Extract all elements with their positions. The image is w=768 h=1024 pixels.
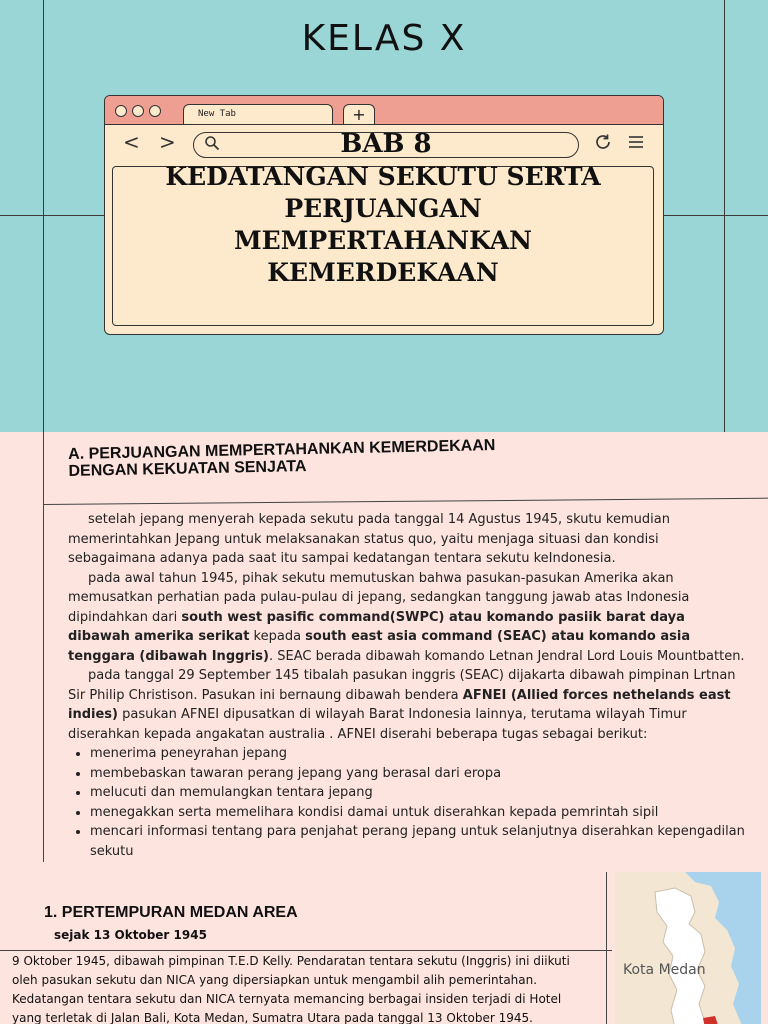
text-span: kepada bbox=[249, 629, 306, 644]
content-section bbox=[0, 432, 768, 1024]
cover-section bbox=[0, 0, 768, 432]
browser-titlebar bbox=[105, 96, 663, 125]
chapter-title-line: PERJUANGAN bbox=[284, 194, 482, 223]
page-title: KELAS X bbox=[301, 18, 467, 59]
divider-line bbox=[606, 872, 607, 1024]
task-list bbox=[68, 744, 748, 861]
subsection-heading: 1. PERTEMPURAN MEDAN AREA bbox=[44, 904, 298, 921]
reload-icon[interactable] bbox=[593, 132, 613, 157]
map-label: Kota Medan bbox=[623, 962, 706, 978]
text-span: pasukan AFNEI dipusatkan di wilayah Barat Indonesia lainnya, terutama wilayah Timur diserahkan kepada angakatan australia . AFNEI diserahi beberapa tugas sebagai berikut: bbox=[68, 707, 687, 742]
divider-line bbox=[724, 0, 725, 432]
paragraph: setelah jepang menyerah kepada sekutu pada tanggal 14 Agustus 1945, skutu kemudian memerintahkan Jepang untuk melaksanakan status quo, yaitu menjaga situasi dan kondisi sebagaimana adanya pada saat itu sampai kedatangan tentara sekutu keIndonesia. bbox=[68, 512, 670, 566]
tab-new-tab[interactable]: New Tab bbox=[183, 104, 333, 124]
paragraph bbox=[68, 569, 748, 667]
list-item: • menegakkan serta memelihara kondisi damai untuk diserahkan kepada pemrintah sipil bbox=[90, 803, 748, 823]
chapter-title-line: KEDATANGAN SEKUTU SERTA bbox=[165, 162, 601, 191]
bold-text: south east asia command (SEAC) atau komando asia tenggara (dibawah Inggris) bbox=[68, 629, 691, 664]
subsection-body: 9 Oktober 1945, dibawah pimpinan T.E.D Kelly. Pendaratan tentara sekutu (Inggris) ini diikuti oleh pasukan sekutu dan NICA yang dipersiapkan untuk mengambil alih pemerintahan. Kedatangan tentara sekutu dan NICA ternyata memancing berbagai insiden terjadi di Hotel yang terletak di Jalan Bali, Kota Medan, Sumatra Utara pada tanggal 13 Oktober 1945. bbox=[12, 954, 570, 1024]
section-heading-line: A. PERJUANGAN MEMPERTAHANKAN KEMERDEKAAN bbox=[68, 437, 496, 463]
text-span: pada tanggal 29 September 145 tibalah pasukan inggris (SEAC) dijakarta dibawah pimpinan Lrtnan Sir Philip Christison. Pasukan ini bernaung dibawah bendera bbox=[68, 668, 736, 703]
divider-line bbox=[43, 432, 44, 862]
chapter-title-line: MEMPERTAHANKAN bbox=[233, 226, 533, 255]
browser-content bbox=[112, 162, 654, 326]
address-bar[interactable] bbox=[193, 129, 579, 159]
text-span: pada awal tahun 1945, pihak sekutu memutuskan bahwa pasukan-pasukan Amerika akan memusatkan perhatian pada pulau-pulau di jepang, sedangkan tanggung jawab atas Indonesia dipindahkan dari bbox=[68, 570, 690, 625]
section-heading bbox=[68, 437, 496, 480]
browser-window bbox=[104, 95, 664, 335]
divider-line bbox=[44, 498, 768, 505]
window-maximize-icon[interactable] bbox=[149, 105, 161, 117]
new-tab-button[interactable]: + bbox=[343, 104, 375, 124]
divider-line bbox=[660, 215, 768, 216]
section-heading-line: DENGAN KEKUATAN SENJATA bbox=[68, 458, 307, 480]
section-body bbox=[68, 510, 748, 861]
chapter-title bbox=[113, 161, 653, 289]
window-close-icon[interactable] bbox=[115, 105, 127, 117]
list-item: • membebaskan tawaran perang jepang yang berasal dari eropa bbox=[90, 764, 748, 784]
divider-line bbox=[0, 950, 612, 951]
list-item: • melucuti dan memulangkan tentara jepang bbox=[90, 783, 748, 803]
back-button[interactable]: < bbox=[123, 130, 140, 154]
paragraph bbox=[68, 666, 748, 744]
menu-icon[interactable] bbox=[627, 132, 645, 156]
chapter-title-line: KEMERDEKAAN bbox=[267, 258, 499, 287]
window-minimize-icon[interactable] bbox=[132, 105, 144, 117]
subsection-date: sejak 13 Oktober 1945 bbox=[54, 928, 207, 942]
text-span: . SEAC berada dibawah komando Letnan Jendral Lord Louis Mountbatten. bbox=[268, 648, 745, 664]
bold-text: AFNEI (Allied forces nethelands east indies) bbox=[68, 687, 731, 722]
divider-line bbox=[43, 0, 44, 432]
forward-button[interactable]: > bbox=[159, 130, 176, 154]
map-graphic bbox=[615, 872, 761, 1024]
list-item: • mencari informasi tentang para penjahat perang jepang untuk selanjutnya diserahkan kepengadilan sekutu bbox=[90, 822, 748, 861]
chapter-label: BAB 8 bbox=[340, 129, 432, 159]
medan-map-image bbox=[615, 872, 761, 1024]
bold-text: south west pasific command(SWPC) atau komando pasiik barat daya dibawah amerika serikat bbox=[68, 609, 685, 644]
list-item: • menerima peneyrahan jepang bbox=[90, 744, 748, 764]
divider-line bbox=[0, 215, 110, 216]
